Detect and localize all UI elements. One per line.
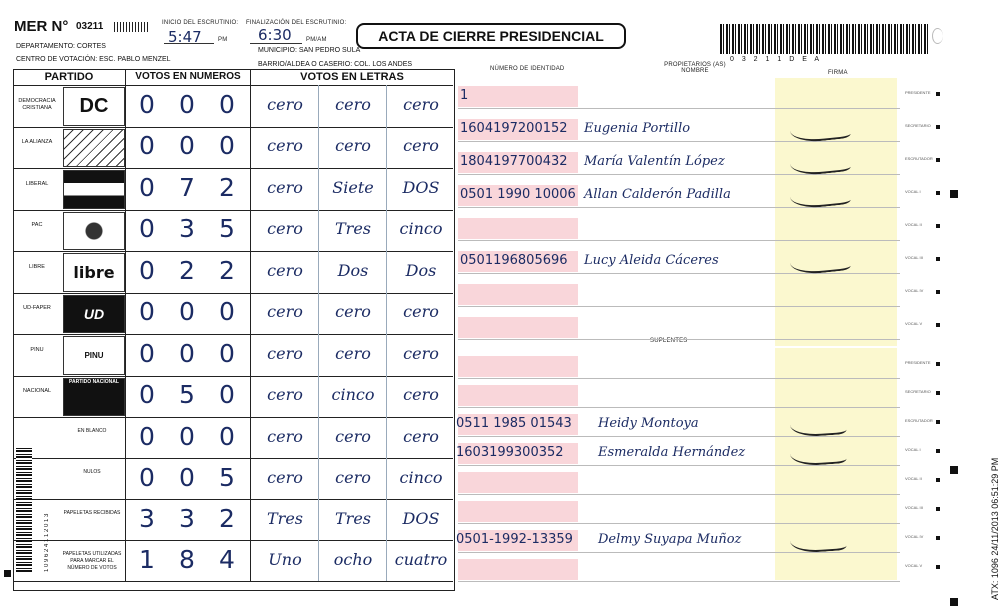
municipio: MUNICIPIO: SAN PEDRO SULA bbox=[258, 47, 361, 54]
id-field-bg bbox=[458, 356, 578, 377]
vote-letters-word: cero bbox=[267, 302, 303, 322]
party-logo-text: DC bbox=[79, 94, 109, 117]
vote-letters-word: cero bbox=[267, 426, 303, 446]
col-nombre-header: PROPIETARIOS (AS) NOMBRE bbox=[664, 62, 726, 74]
member-id: 1 bbox=[460, 88, 469, 103]
vote-number-digit: 3 bbox=[179, 214, 195, 244]
vote-number-digit: 1 bbox=[139, 544, 155, 574]
vote-letters-word: cinco bbox=[399, 467, 443, 487]
party-logo bbox=[63, 129, 125, 168]
member-id: 1603199300352 bbox=[456, 445, 564, 460]
barrio: BARRIO/ALDEA O CASERIO: COL. LOS ANDES bbox=[258, 61, 413, 68]
vote-number-digit: 2 bbox=[219, 172, 235, 202]
vote-number-digit: 3 bbox=[179, 503, 195, 533]
party-logo bbox=[63, 212, 125, 251]
row-marker bbox=[936, 158, 940, 162]
party-name: LIBRE bbox=[29, 263, 45, 270]
role-label: VOCAL III bbox=[905, 255, 923, 260]
vote-number-digit: 5 bbox=[219, 462, 235, 492]
vote-number-digit: 2 bbox=[179, 255, 195, 285]
party-logo bbox=[63, 336, 125, 375]
party-row bbox=[13, 168, 453, 211]
vote-number-digit: 3 bbox=[139, 503, 155, 533]
vote-letters-word: DOS bbox=[402, 508, 440, 528]
member-id: 0501-1992-13359 bbox=[456, 532, 573, 547]
id-field-bg bbox=[458, 559, 578, 580]
vote-number-digit: 0 bbox=[219, 297, 235, 327]
member-id: 1604197200152 bbox=[460, 121, 568, 136]
vote-number-digit: 0 bbox=[139, 214, 155, 244]
party-logo-text: PINU bbox=[84, 350, 104, 360]
summary-row bbox=[13, 540, 453, 582]
vote-letters-word: cero bbox=[335, 426, 371, 446]
row-marker bbox=[936, 323, 940, 327]
party-name: NACIONAL bbox=[22, 388, 52, 395]
vote-letters-word: cero bbox=[403, 302, 439, 322]
vote-number-digit: 0 bbox=[139, 380, 155, 410]
member-id: 0511 1985 01543 bbox=[456, 416, 572, 431]
vote-number-digit: 0 bbox=[139, 172, 155, 202]
main-barcode bbox=[720, 24, 930, 54]
vote-letters-word: Uno bbox=[268, 549, 302, 569]
vote-letters-word: ocho bbox=[333, 549, 373, 569]
vote-letters-word: cero bbox=[267, 94, 303, 114]
vote-number-digit: 5 bbox=[179, 380, 195, 410]
vote-number-digit: 0 bbox=[219, 89, 235, 119]
row-marker bbox=[936, 125, 940, 129]
col-numeros-header: VOTOS EN NUMEROS bbox=[126, 69, 251, 86]
role-label: PRESIDENTE bbox=[905, 360, 931, 365]
row-marker bbox=[936, 565, 940, 569]
party-row bbox=[13, 334, 453, 377]
id-field-bg bbox=[458, 284, 578, 305]
mer-number: 03211 bbox=[76, 21, 104, 32]
summary-label: PAPELETAS UTILIZADAS PARA MARCAR EL NÚMERO DE VOTOS bbox=[62, 550, 122, 571]
party-name: PINU bbox=[30, 346, 44, 353]
party-logo bbox=[63, 378, 125, 417]
mer-label: MER N° bbox=[14, 18, 69, 35]
member-name: Esmeralda Hernández bbox=[598, 445, 746, 460]
vote-letters-word: cero bbox=[267, 467, 303, 487]
member-name: Heidy Montoya bbox=[598, 416, 699, 431]
party-row bbox=[13, 85, 453, 128]
member-name: Delmy Suyapa Muñoz bbox=[598, 532, 742, 547]
party-name: LA ALIANZA bbox=[21, 139, 53, 146]
vote-letters-word: cero bbox=[335, 467, 371, 487]
vote-letters-word: cero bbox=[267, 219, 303, 239]
row-marker bbox=[936, 224, 940, 228]
role-label: VOCAL I bbox=[905, 189, 921, 194]
suplentes-label: SUPLENTES bbox=[650, 338, 688, 344]
role-label: SECRETARIO bbox=[905, 123, 931, 128]
vote-number-digit: 0 bbox=[179, 297, 195, 327]
vote-number-digit: 0 bbox=[139, 297, 155, 327]
row-marker bbox=[936, 420, 940, 424]
vote-number-digit: 0 bbox=[139, 462, 155, 492]
role-label: ESCRUTADOR bbox=[905, 418, 933, 423]
party-logo bbox=[63, 253, 125, 292]
id-field-bg bbox=[458, 218, 578, 239]
vote-number-digit: 0 bbox=[219, 338, 235, 368]
row-marker bbox=[936, 478, 940, 482]
row-marker bbox=[936, 191, 940, 195]
vote-number-digit: 0 bbox=[139, 255, 155, 285]
summary-label: PAPELETAS RECIBIDAS bbox=[63, 509, 121, 516]
party-name: UD-FAPER bbox=[23, 305, 51, 312]
vote-number-digit: 2 bbox=[219, 255, 235, 285]
vote-number-digit: 0 bbox=[139, 421, 155, 451]
member-name: Allan Calderón Padilla bbox=[584, 187, 731, 202]
id-field-bg bbox=[458, 86, 578, 107]
summary-row bbox=[13, 499, 453, 541]
registration-mark bbox=[4, 570, 11, 577]
vote-letters-word: cero bbox=[403, 426, 439, 446]
role-label: PRESIDENTE bbox=[905, 90, 931, 95]
party-logo bbox=[63, 87, 125, 126]
member-id: 1804197700432 bbox=[460, 154, 568, 169]
vote-letters-word: cuatro bbox=[394, 549, 448, 569]
row-marker bbox=[936, 536, 940, 540]
summary-row bbox=[13, 458, 453, 500]
member-id: 0501 1990 10006 bbox=[460, 187, 576, 202]
role-label: VOCAL V bbox=[905, 563, 923, 568]
party-row bbox=[13, 376, 453, 419]
member-name: Eugenia Portillo bbox=[584, 121, 691, 136]
vote-letters-word: Dos bbox=[405, 260, 437, 280]
fin-value: 6:30 bbox=[258, 26, 292, 44]
document-title: ACTA DE CIERRE PRESIDENCIAL bbox=[356, 23, 626, 49]
vote-number-digit: 0 bbox=[179, 462, 195, 492]
small-barcode-mark bbox=[114, 22, 150, 32]
party-name: PAC bbox=[31, 222, 43, 229]
vote-letters-word: cero bbox=[267, 385, 303, 405]
id-field-bg bbox=[458, 385, 578, 406]
vote-letters-word: cinco bbox=[331, 385, 375, 405]
vote-letters-word: cero bbox=[267, 177, 303, 197]
party-row bbox=[13, 127, 453, 170]
vote-letters-word: cero bbox=[403, 343, 439, 363]
inicio-label: INICIO DEL ESCRUTINIO: bbox=[162, 20, 239, 26]
member-id: 0501196805696 bbox=[460, 253, 568, 268]
vote-letters-word: Tres bbox=[335, 219, 371, 239]
role-label: VOCAL II bbox=[905, 222, 922, 227]
role-label: VOCAL V bbox=[905, 321, 923, 326]
vote-letters-word: cero bbox=[267, 136, 303, 156]
vote-number-digit: 0 bbox=[179, 421, 195, 451]
party-name: DEMOCRACIA CRISTIANA bbox=[18, 97, 56, 111]
row-marker bbox=[936, 391, 940, 395]
registration-mark bbox=[950, 190, 958, 198]
party-row bbox=[13, 251, 453, 294]
row-marker bbox=[936, 362, 940, 366]
vote-letters-word: cero bbox=[403, 136, 439, 156]
col-partido-header: PARTIDO bbox=[13, 69, 126, 86]
party-row bbox=[13, 210, 453, 253]
party-logo-text: PARTIDO NACIONAL bbox=[69, 378, 119, 385]
registration-mark bbox=[950, 466, 958, 474]
vote-letters-word: Dos bbox=[337, 260, 369, 280]
vote-number-digit: 0 bbox=[179, 89, 195, 119]
inicio-value: 5:47 bbox=[168, 28, 202, 46]
vote-letters-word: cero bbox=[267, 343, 303, 363]
fin-ampm: PM/AM bbox=[306, 37, 327, 43]
vote-letters-word: cero bbox=[403, 385, 439, 405]
vote-number-digit: 0 bbox=[179, 338, 195, 368]
party-name: LIBERAL bbox=[25, 180, 49, 187]
summary-label: EN BLANCO bbox=[77, 427, 107, 434]
role-label: SECRETARIO bbox=[905, 389, 931, 394]
member-name: María Valentín López bbox=[584, 154, 725, 169]
vote-number-digit: 0 bbox=[219, 380, 235, 410]
col-identidad-header: NÚMERO DE IDENTIDAD bbox=[490, 66, 565, 72]
vote-letters-word: cero bbox=[267, 260, 303, 280]
fin-label: FINALIZACIÓN DEL ESCRUTINIO: bbox=[246, 20, 347, 26]
vote-number-digit: 8 bbox=[179, 544, 195, 574]
party-logo bbox=[63, 295, 125, 334]
col-letras-header: VOTOS EN LETRAS bbox=[251, 69, 453, 86]
id-field-bg bbox=[458, 472, 578, 493]
vote-number-digit: 0 bbox=[219, 131, 235, 161]
role-label: VOCAL II bbox=[905, 476, 922, 481]
vote-letters-word: Tres bbox=[267, 508, 303, 528]
vote-number-digit: 2 bbox=[219, 503, 235, 533]
inicio-ampm: PM bbox=[218, 37, 228, 43]
vote-letters-word: Siete bbox=[332, 177, 374, 197]
vote-letters-word: cinco bbox=[399, 219, 443, 239]
col-firma-header: FIRMA bbox=[828, 70, 848, 76]
row-marker bbox=[936, 92, 940, 96]
role-label: VOCAL IV bbox=[905, 534, 924, 539]
row-marker bbox=[936, 290, 940, 294]
vote-number-digit: 4 bbox=[219, 544, 235, 574]
row-marker bbox=[936, 449, 940, 453]
vote-number-digit: 0 bbox=[179, 131, 195, 161]
barcode-number: 0 3 2 1 1 D E A bbox=[730, 56, 823, 63]
role-label: VOCAL IV bbox=[905, 288, 924, 293]
left-barcode-text: 1 0 9 6 2 4 1 1 2 0 1 3 bbox=[44, 513, 50, 572]
vote-letters-word: Tres bbox=[335, 508, 371, 528]
registration-mark bbox=[950, 598, 958, 606]
vote-number-digit: 0 bbox=[219, 421, 235, 451]
vote-letters-word: DOS bbox=[402, 177, 440, 197]
centro-votacion: CENTRO DE VOTACIÓN: ESC. PABLO MENZEL bbox=[16, 56, 171, 63]
departamento: DEPARTAMENTO: CORTES bbox=[16, 43, 106, 50]
row-marker bbox=[936, 507, 940, 511]
vote-letters-word: cero bbox=[335, 302, 371, 322]
role-label: VOCAL III bbox=[905, 505, 923, 510]
side-timestamp: ATX: 1096 24/11/2013 06:51:29 PM bbox=[990, 457, 1000, 600]
vote-number-digit: 0 bbox=[139, 338, 155, 368]
party-logo-text: libre bbox=[73, 262, 115, 282]
vote-letters-word: cero bbox=[335, 94, 371, 114]
vote-number-digit: 0 bbox=[139, 131, 155, 161]
role-label: ESCRUTADOR bbox=[905, 156, 933, 161]
vote-letters-word: cero bbox=[335, 136, 371, 156]
row-marker bbox=[936, 257, 940, 261]
left-barcode bbox=[16, 446, 32, 572]
id-field-bg bbox=[458, 317, 578, 338]
role-label: VOCAL I bbox=[905, 447, 921, 452]
vote-letters-word: cero bbox=[335, 343, 371, 363]
summary-row bbox=[13, 417, 453, 459]
party-row bbox=[13, 293, 453, 336]
vote-letters-word: cero bbox=[403, 94, 439, 114]
vote-number-digit: 5 bbox=[219, 214, 235, 244]
id-field-bg bbox=[458, 501, 578, 522]
hole-punch-mark bbox=[932, 28, 943, 44]
party-logo-text: UD bbox=[83, 305, 105, 322]
member-name: Lucy Aleida Cáceres bbox=[584, 253, 719, 268]
party-logo bbox=[63, 170, 125, 209]
summary-label: NULOS bbox=[83, 468, 101, 475]
vote-number-digit: 7 bbox=[179, 172, 195, 202]
vote-number-digit: 0 bbox=[139, 89, 155, 119]
